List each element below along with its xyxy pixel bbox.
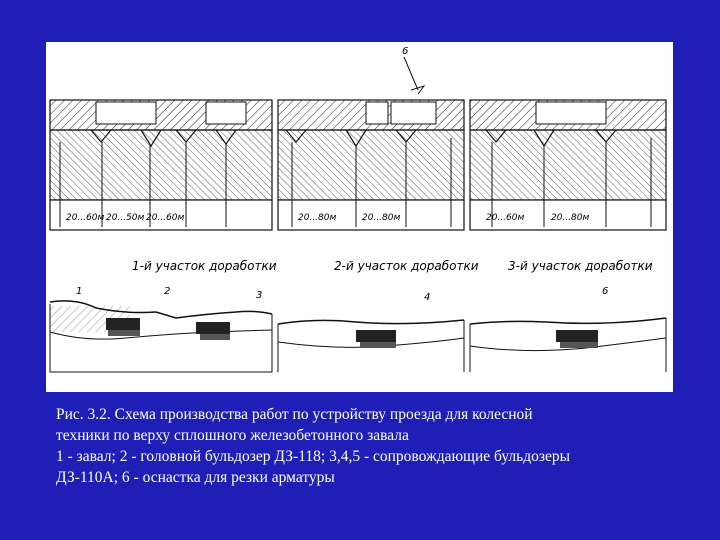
profile-panel-1 xyxy=(50,301,272,372)
plan2-dim-2: 20...80м xyxy=(362,213,401,223)
caption-line-3: 1 - завал; 2 - головной бульдозер ДЗ-118; 3,4,5 - сопровождающие бульдозеры xyxy=(56,448,571,465)
profile-label-1: 1 xyxy=(76,286,83,297)
plan3-dim-1: 20...60м xyxy=(486,213,525,223)
scheme-figure xyxy=(46,42,673,392)
plan2-dim-1: 20...80м xyxy=(298,213,337,223)
plan1-dim-1: 20...60м xyxy=(66,213,105,223)
caption-line-4: ДЗ-110А; 6 - оснастка для резки арматуры xyxy=(56,469,335,486)
plan3-dim-2: 20...80м xyxy=(551,213,590,223)
profile-label-3: 3 xyxy=(256,290,263,301)
profile-label-4: 4 xyxy=(424,292,431,303)
label-6-top: 6 xyxy=(402,46,409,57)
caption-line-1: Рис. 3.2. Схема производства работ по устройству проезда для колесной xyxy=(56,406,533,423)
profile-panel-2 xyxy=(278,320,464,372)
caption-line-2: техники по верху сплошного железобетонного завала xyxy=(56,427,409,444)
scheme-drawing xyxy=(46,42,673,392)
section-3-label: 3-й участок доработки xyxy=(508,259,653,273)
plan-panel-2 xyxy=(278,100,464,230)
profile-panel-3 xyxy=(470,318,666,372)
section-1-label: 1-й участок доработки xyxy=(132,259,277,273)
profile-label-2: 2 xyxy=(164,286,171,297)
section-2-label: 2-й участок доработки xyxy=(334,259,479,273)
plan1-dim-3: 20...60м xyxy=(146,213,185,223)
plan-panel-3 xyxy=(470,100,666,230)
figure-caption xyxy=(56,404,696,488)
plan-panel-1 xyxy=(50,100,272,230)
profile-label-6: 6 xyxy=(602,286,609,297)
plan1-dim-2: 20...50м xyxy=(106,213,145,223)
